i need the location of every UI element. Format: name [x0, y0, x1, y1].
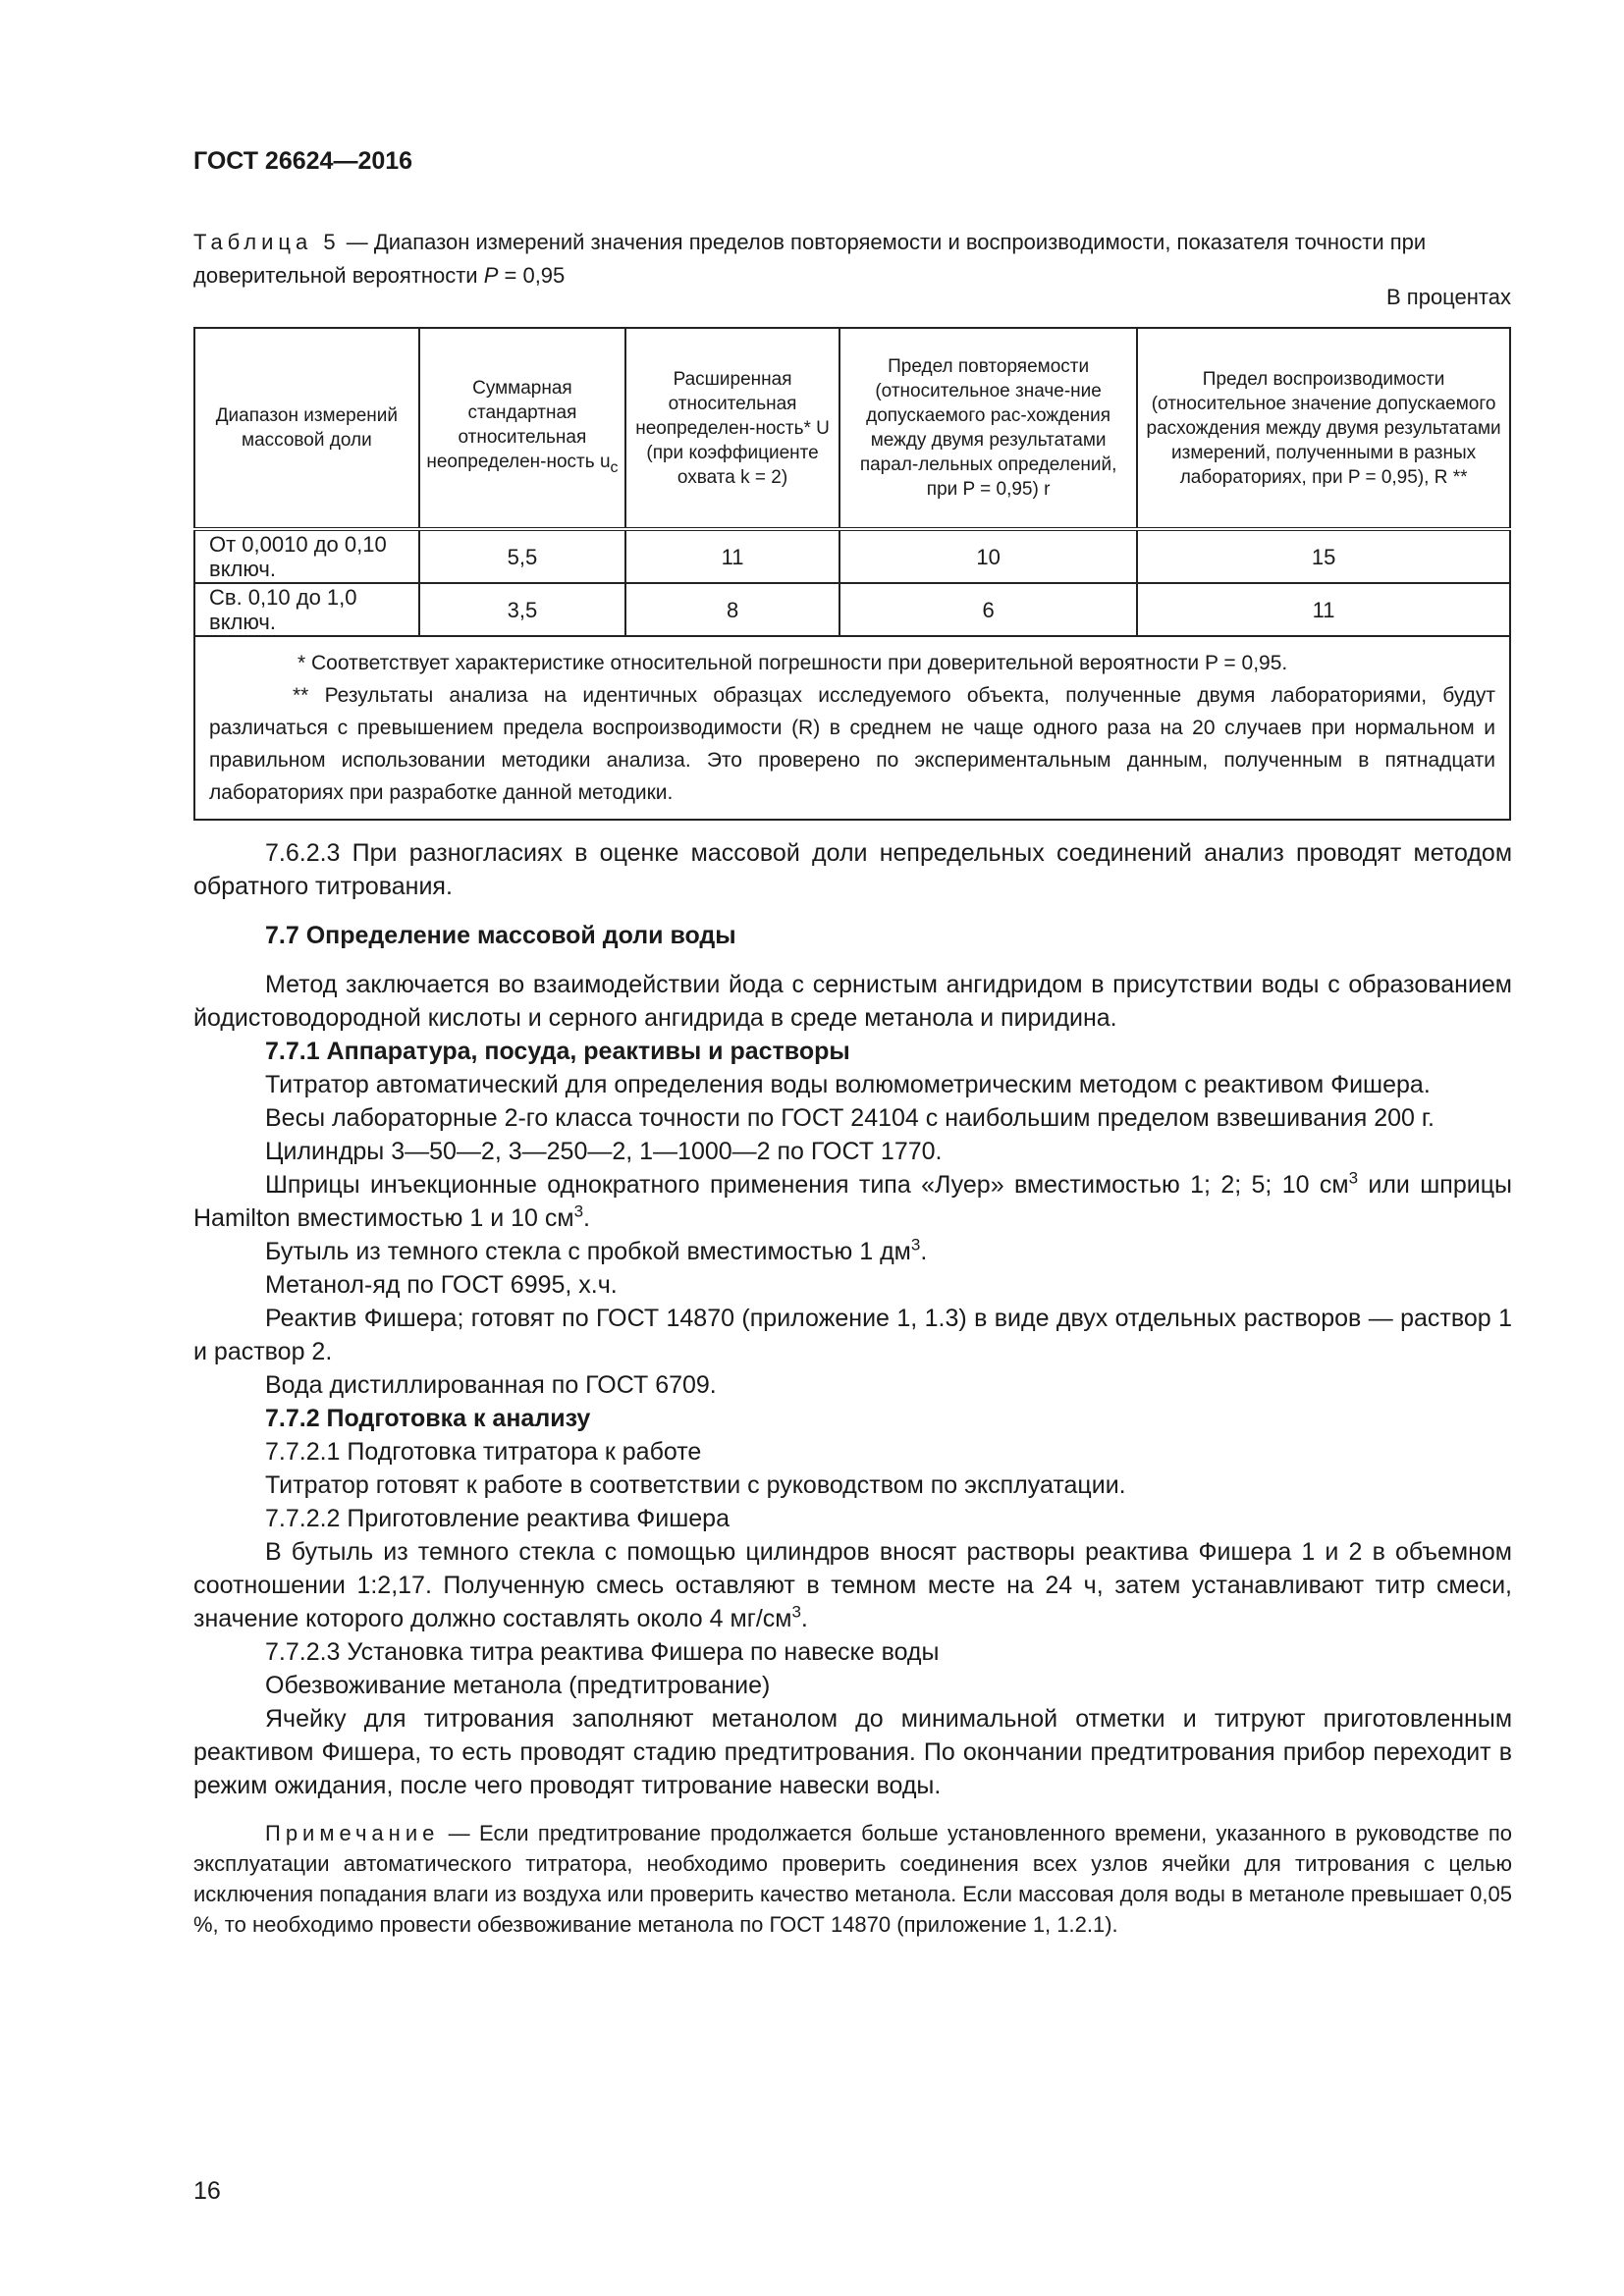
document-header: ГОСТ 26624—2016 — [193, 147, 413, 175]
table-notes — [194, 636, 1510, 820]
note — [193, 1818, 1512, 1940]
paragraph-cylinders: Цилиндры 3—50—2, 3—250—2, 1—1000—2 по ГОСТ 1770. — [265, 1138, 943, 1165]
table-units: В процентах — [1386, 285, 1511, 309]
paragraph-mix: В бутыль из темного стекла с помощью цилиндров вносят растворы реактива Фишера 1 и 2 в объемном соотношении 1:2,17. Полученную смесь оставляют в темном месте на 24 ч, затем устанавливают титр смеси, значение которого должно составлять около 4 $мг/см^3$. — [193, 1538, 1512, 1632]
cell-value: 11 — [1137, 583, 1510, 636]
cell-range: Св. 0,10 до 1,0 включ. — [194, 583, 419, 636]
cell-value: 8 — [625, 583, 839, 636]
cell-value: 3,5 — [419, 583, 625, 636]
table-notes-row — [194, 636, 1510, 820]
cell-value: 11 — [625, 529, 839, 583]
paragraph-cell: Ячейку для титрования заполняют метанолом до минимальной отметки и титруют приготовленным реактивом Фишера, то есть проводят стадию предтитрования. По окончании предтитрования прибор переходит в режим ожидания, после чего проводят титрование навески воды. — [193, 1705, 1512, 1799]
table-row — [194, 529, 1510, 583]
header-reproducibility: Предел воспроизводимости (относительное значение допускаемого расхождения между двумя результатами измерений, полученными в разных лабораториях, при P = 0,95), R ** — [1137, 328, 1510, 529]
table-caption-text: — Диапазон измерений значения пределов повторяемости и воспроизводимости, показателя точности при доверительной вероятности — [193, 230, 1427, 288]
paragraph-method: Метод заключается во взаимодействии йода с сернистым ангидридом в присутствии воды с образованием йодистоводородной кислоты и серного ангидрида в среде метанола и пиридина. — [193, 971, 1512, 1032]
note-text: — Если предтитрование продолжается больше установленного времени, указанного в руководстве по эксплуатации автоматического титратора, необходимо проверить соединения всех узлов ячейки для титрования с целью исключения попадания влаги из воздуха или проверить качество метанола. Если массовая доля воды в метаноле превышает 0,05 %, то необходимо провести обезвоживание метанола по ГОСТ 14870 (приложение 1, 1.2.1). — [193, 1821, 1512, 1937]
heading-7-7-1: 7.7.1 Аппаратура, посуда, реактивы и растворы — [265, 1038, 850, 1065]
cell-value: 10 — [839, 529, 1137, 583]
cell-value: 5,5 — [419, 529, 625, 583]
paragraph-syringes: Шприцы инъекционные однократного применения типа «Луер» вместимостью 1; 2; 5; 10 $см^3$ или шприцы Hamilton вместимостью 1 и 10 $см^3$. — [193, 1168, 1512, 1232]
header-sub-c: c — [610, 458, 619, 476]
paragraph-7623: 7.6.2.3 При разногласиях в оценке массовой доли непредельных соединений анализ проводят методом обратного титрования. — [193, 839, 1512, 900]
paragraph-7723: 7.7.2.3 Установка титра реактива Фишера по навеске воды — [265, 1638, 940, 1666]
table-caption-tail: = 0,95 — [498, 263, 566, 288]
cell-value: 6 — [839, 583, 1137, 636]
header-expanded-uncertainty: Расширенная относительная неопределен-ность* U (при коэффициенте охвата k = 2) — [625, 328, 839, 529]
footnote-2: ** Результаты анализа на идентичных образцах исследуемого объекта, полученные двумя лабораториями, будут различаться с превышением предела воспроизводимости (R) в среднем не чаще одного раза на 20 случаев при нормальном и правильном использовании методики анализа. Это проверено по экспериментальным данным, полученным в пятнадцати лабораториях при разработке данной методики. — [209, 684, 1495, 804]
table-caption-label: Таблица 5 — [193, 230, 341, 254]
table-caption — [193, 226, 1509, 293]
paragraph-dehydration: Обезвоживание метанола (предтитрование) — [265, 1672, 771, 1699]
note-label: Примечание — [265, 1821, 440, 1845]
paragraph-bottle: Бутыль из темного стекла с пробкой вместимостью 1 $дм^3$. — [265, 1235, 928, 1265]
page-number: 16 — [193, 2177, 221, 2205]
footnote-1: * Соответствует характеристике относительной погрешности при доверительной вероятности P = 0,95. — [298, 652, 1288, 674]
header-range: Диапазон измерений массовой доли — [194, 328, 419, 529]
table-caption-var: P — [483, 263, 499, 288]
header-repeatability: Предел повторяемости (относительное значе-ние допускаемого рас-хождения между двумя результатами парал-лельных определений, при P = 0,95) r — [839, 328, 1137, 529]
paragraph-fisher: Реактив Фишера; готовят по ГОСТ 14870 (приложение 1, 1.3) в виде двух отдельных растворов — раствор 1 и раствор 2. — [193, 1305, 1512, 1365]
cell-range: От 0,0010 до 0,10 включ. — [194, 529, 419, 583]
cell-value: 15 — [1137, 529, 1510, 583]
paragraph-titrator: Титратор автоматический для определения воды волюмометрическим методом с реактивом Фишера. — [265, 1071, 1431, 1098]
paragraph-7722: 7.7.2.2 Приготовление реактива Фишера — [265, 1505, 730, 1532]
heading-7-7: 7.7 Определение массовой доли воды — [265, 922, 736, 949]
heading-7-7-2: 7.7.2 Подготовка к анализу — [265, 1405, 591, 1432]
paragraph-scales: Весы лабораторные 2-го класса точности по ГОСТ 24104 с наибольшим пределом взвешивания 200 г. — [265, 1104, 1435, 1132]
table-5 — [193, 327, 1511, 821]
paragraph-prep: Титратор готовят к работе в соответствии с руководством по эксплуатации. — [265, 1471, 1126, 1499]
table-header-row — [194, 328, 1510, 529]
table-row — [194, 583, 1510, 636]
body-text — [193, 836, 1512, 1940]
header-std-uncertainty: Суммарная стандартная относительная неопределен-ность $u_c$ — [419, 328, 625, 529]
paragraph-methanol: Метанол-яд по ГОСТ 6995, х.ч. — [265, 1271, 618, 1299]
paragraph-7721: 7.7.2.1 Подготовка титратора к работе — [265, 1438, 702, 1466]
paragraph-water: Вода дистиллированная по ГОСТ 6709. — [265, 1371, 717, 1399]
